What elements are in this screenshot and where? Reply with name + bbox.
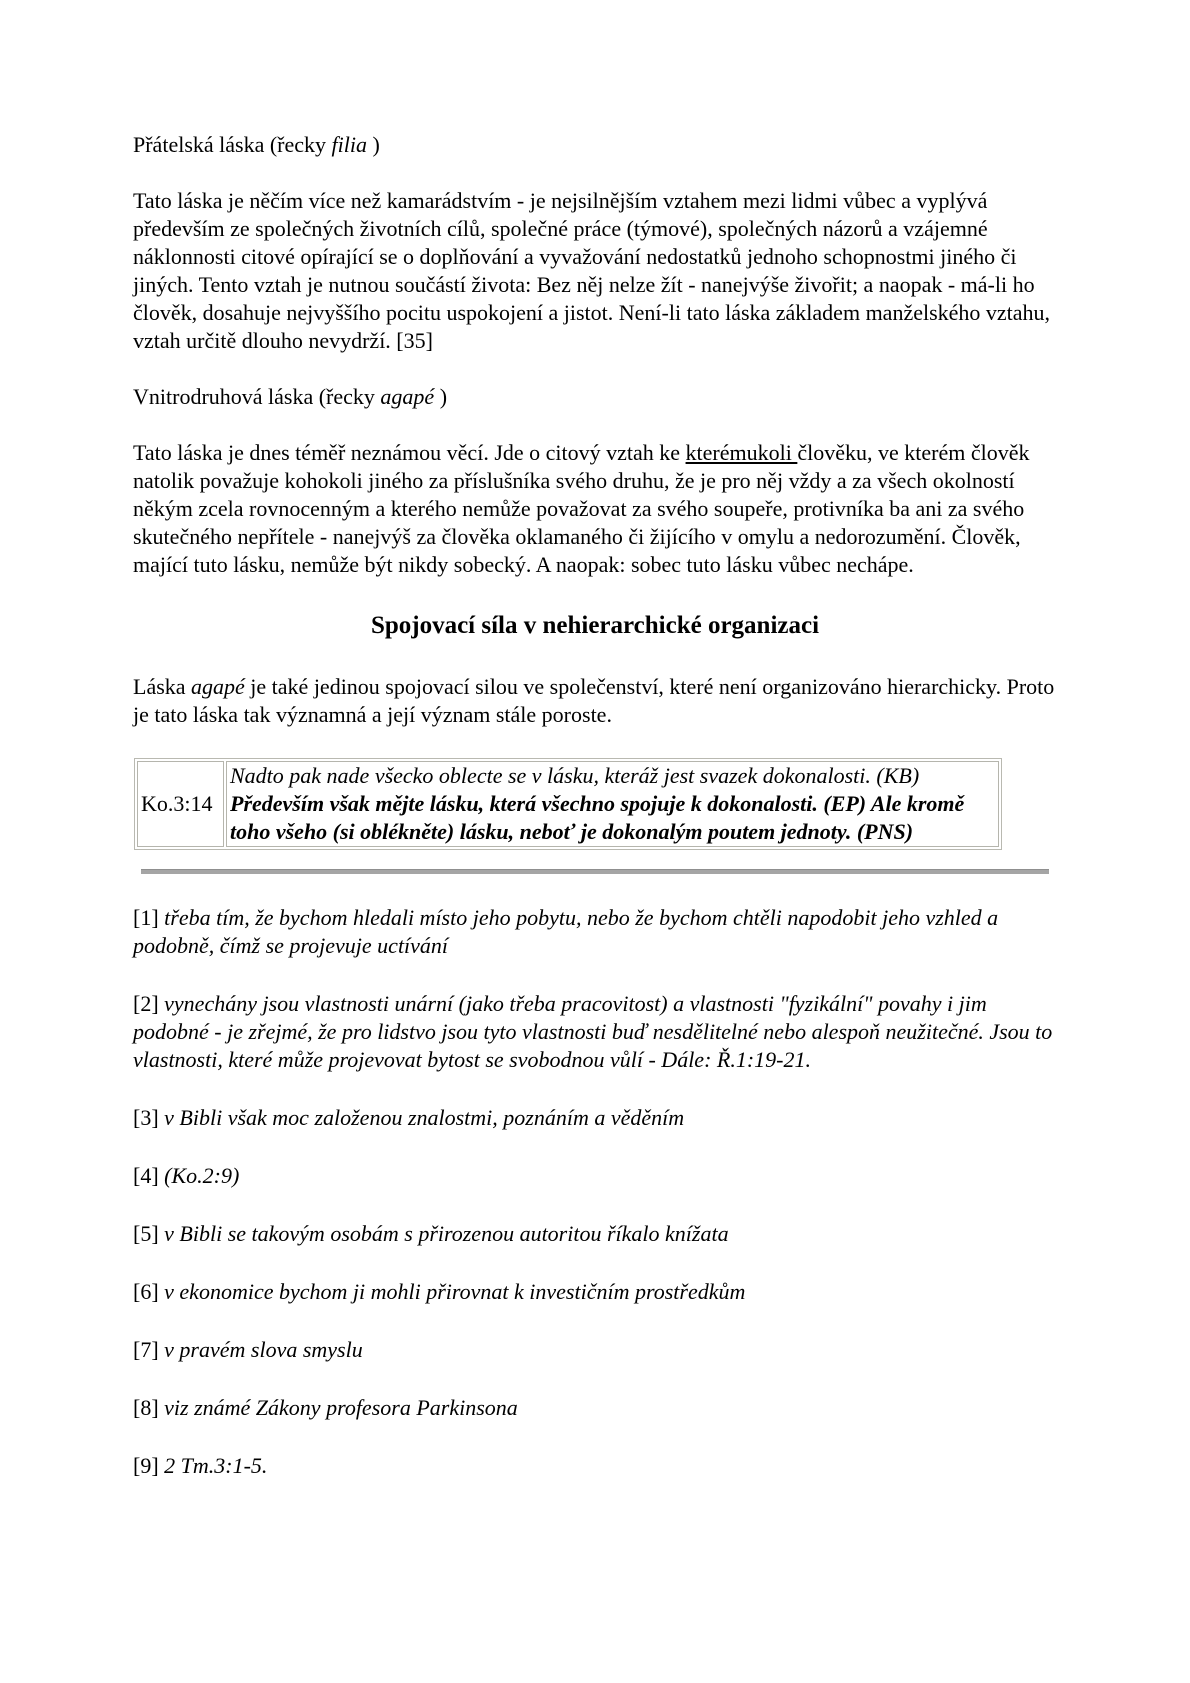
footnote-marker: [9] [133,1453,159,1478]
verse-text-cell [226,761,999,847]
verse-table-row [137,761,999,847]
paragraph-unifying-pre: Láska [133,674,192,699]
underlined-kteremukoli: kterémukoli [685,440,798,465]
section-heading-agape [133,383,1057,411]
verse-line-ep-pns: Především však mějte lásku, která všechno spojuje k dokonalosti. (EP) Ale kromě toho všeho (si oblékněte) lásku, neboť je dokonalým poutem jednoty. (PNS) [230,791,965,844]
footnote-marker: [7] [133,1337,159,1362]
heading-agape-term: agapé [380,384,435,409]
footnote-marker: [1] [133,905,159,930]
footnote-marker: [8] [133,1395,159,1420]
heading-agape-post: ) [434,384,448,409]
heading-filia-post: ) [366,132,380,157]
paragraph-filia: Tato láska je něčím více než kamarádstvím - je nejsilnějším vztahem mezi lidmi vůbec a vyplývá především ze společných životních cílů, společné práce (týmové), společných názorů a vzájemné náklonnosti citové opírající se o doplňování a vyvažování nedostatků jednoho schopnostmi jiného či jiných. Tento vztah je nutnou součástí života: Bez něj nelze žít - nanejvýše živořit; a naopak - má-li ho člověk, dosahuje nejvyššího pocitu uspokojení a jistot. Není-li tato láska základem manželského vztahu, vztah určitě dlouho nevydrží. [35] [133,188,1051,353]
horizontal-rule [141,869,1049,874]
footnote-3 [133,1104,1057,1132]
footnote-1 [133,904,1057,960]
footnote-marker: [5] [133,1221,159,1246]
paragraph-unifying [133,673,1057,729]
footnote-marker: [4] [133,1163,159,1188]
footnote-text: v Bibli se takovým osobám s přirozenou autoritou říkalo knížata [164,1221,729,1246]
section-heading-unifying-force: Spojovací síla v nehierarchické organizaci [370,612,820,639]
footnote-marker: [6] [133,1279,159,1304]
footnote-4 [133,1162,1057,1190]
footnote-text: vynechány jsou vlastnosti unární (jako třeba pracovitost) a vlastnosti "fyzikální" povahy i jim podobné - je zřejmé, že pro lidstvo jsou tyto vlastnosti buď nesdělitelné nebo alespoň neužitečné. Jsou to vlastnosti, které může projevovat bytost se svobodnou vůlí - Dále: Ř.1:19-21. [133,991,1053,1072]
footnote-text: třeba tím, že bychom hledali místo jeho pobytu, nebo že bychom chtěli napodobit jeho vzhled a podobně, čímž se projevuje uctívání [133,905,999,958]
footnote-text: v Bibli však moc založenou znalostmi, poznáním a věděním [164,1105,685,1130]
footnote-text: 2 Tm.3:1-5. [164,1453,268,1478]
footnote-text: (Ko.2:9) [164,1163,240,1188]
footnote-5 [133,1220,1057,1248]
footnote-text: v ekonomice bychom ji mohli přirovnat k investičním prostředkům [164,1279,746,1304]
footnote-7 [133,1336,1057,1364]
section-heading-filia [133,131,1057,159]
paragraph-agape-post: člověku, ve kterém člověk natolik považuje kohokoli jiného za příslušníka svého druhu, že je pro něj vždy a za všech okolností někým zcela rovnocenným a kterého nemůže považovat za svého soupeře, protivníka ba ani za svého skutečného nepřítele - nanejvýš za člověka oklamaného či žijícího v omylu a nedorozumění. Člověk, mající tuto lásku, nemůže být nikdy sobecký. A naopak: sobec tuto lásku vůbec nechápe. [133,440,1030,577]
verse-reference: Ko.3:14 [137,761,224,847]
footnote-text: viz známé Zákony profesora Parkinsona [164,1395,518,1420]
paragraph-unifying-post: je také jedinou spojovací silou ve společenství, které není organizováno hierarchicky. Proto je tato láska tak významná a její význam stále poroste. [133,674,1055,727]
paragraph-agape-pre: Tato láska je dnes téměř neznámou věcí. Jde o citový vztah ke [133,440,686,465]
footnote-marker: [2] [133,991,159,1016]
footnote-text: v pravém slova smyslu [164,1337,363,1362]
footnote-2 [133,990,1057,1074]
footnote-marker: [3] [133,1105,159,1130]
heading-filia-term: filia [331,132,367,157]
verse-line-kb: Nadto pak nade všecko oblecte se v lásku, kteráž jest svazek dokonalosti. (KB) [230,763,920,788]
footnote-6 [133,1278,1057,1306]
paragraph-unifying-term: agapé [191,674,245,699]
paragraph-agape [133,439,1057,579]
heading-filia-pre: Přátelská láska (řecky [133,132,332,157]
footnote-9 [133,1452,1057,1480]
heading-agape-pre: Vnitrodruhová láska (řecky [133,384,381,409]
verse-table [134,758,1002,850]
footnote-8 [133,1394,1057,1422]
